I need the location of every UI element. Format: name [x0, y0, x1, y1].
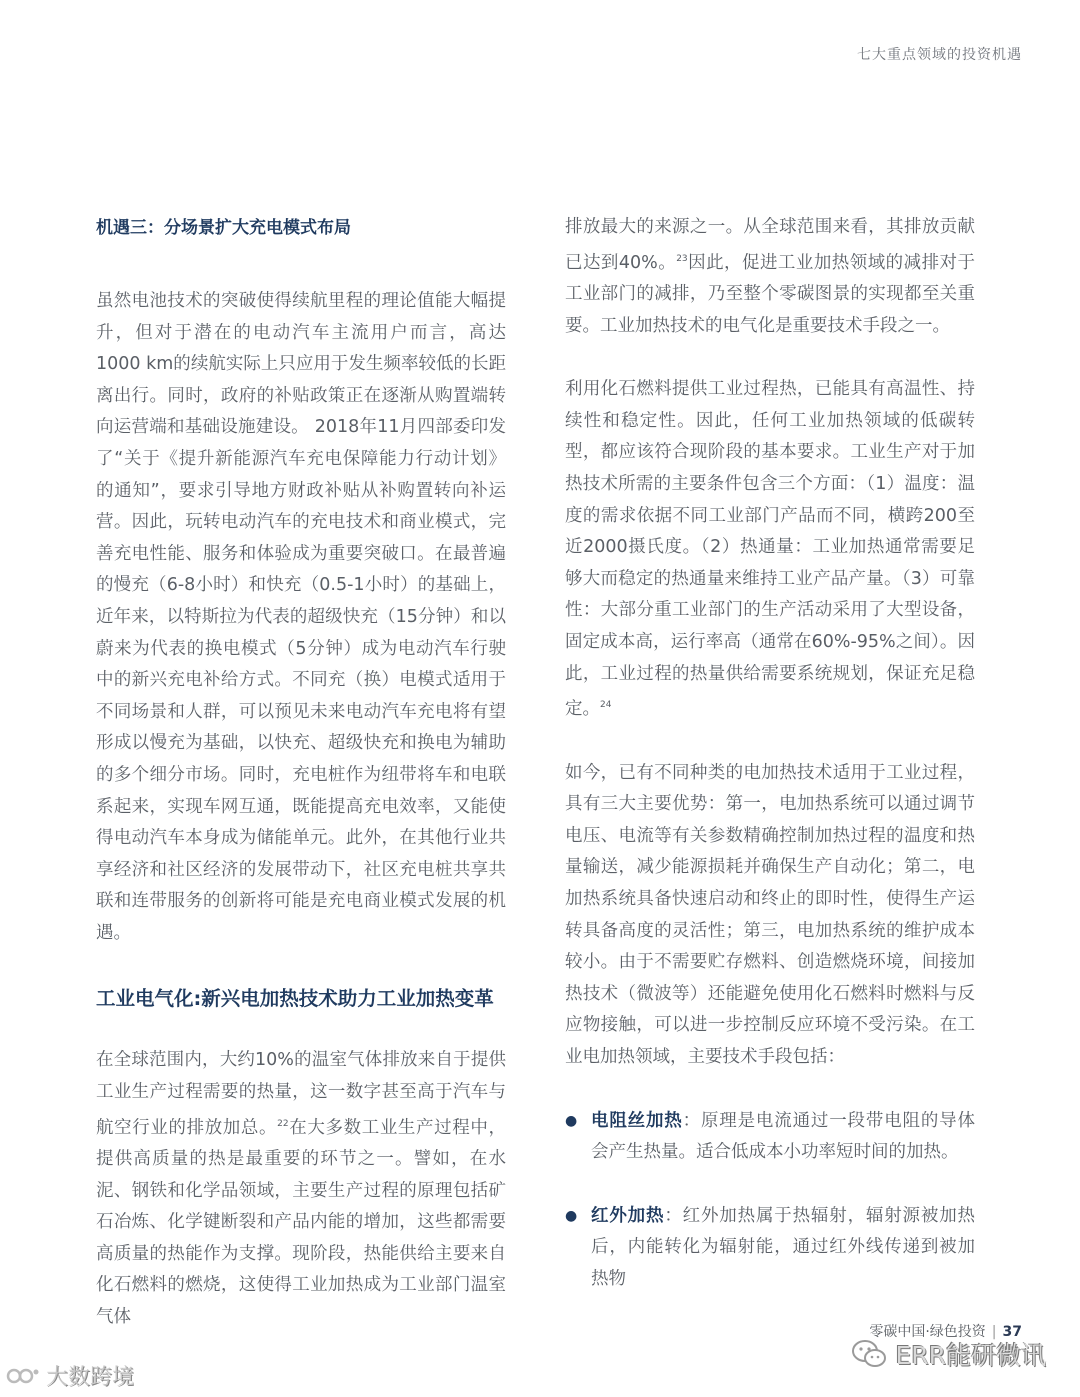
- bullet-item-infrared-heating: [565, 1201, 975, 1296]
- bullet-text: [591, 1106, 975, 1169]
- footer-brand: 零碳中国·绿色投资: [869, 1324, 986, 1340]
- watermark-left: [6, 1360, 134, 1391]
- paragraph-industrial-heat: [96, 1045, 506, 1333]
- paragraph-text: 在全球范围内，大约10%的温室气体排放来自于提供工业生产过程需要的热量，这一数字甚至高于汽车与航空行业的排放加总。: [96, 1050, 506, 1138]
- paragraph-emission-source: [565, 212, 975, 342]
- page-number: 37: [1002, 1324, 1022, 1340]
- paragraph-text: 排放最大的来源之一。从全球范围来看，其排放贡献已达到40%。: [565, 217, 975, 273]
- left-column: [96, 212, 506, 1334]
- right-column: [565, 212, 975, 1295]
- footer-separator: |: [991, 1324, 997, 1340]
- bullet-item-resistance-heating: [565, 1106, 975, 1169]
- bullet-dot-icon: ●: [565, 1112, 578, 1129]
- bullet-description: 原理是电流通过一段带电阻的导体会产生热量。适合低成本小功率短时间的加热。: [591, 1110, 976, 1163]
- watermark-right-text: ERR能研微讯: [895, 1341, 1046, 1370]
- paragraph-electric-heating-advantages: 如今，已有不同种类的电加热技术适用于工业过程，具有三大主要优势：第一，电加热系统可以通过调节电压、电流等有关参数精确控制加热过程的温度和热量输送，减少能源损耗并确保生产自动化；第二，电加热系统具备快速启动和终止的即时性，使得生产运转具备高度的灵活性；第三，电加热系统的维护成本较小。由于不需要贮存燃料、创造燃烧环境，间接加热技术（微波等）还能避免使用化石燃料时燃料与反应物接触，可以进一步控制反应环境不受污染。在工业电加热领域，主要技术手段包括：: [565, 762, 975, 1067]
- watermark-left-text: 大数跨境: [46, 1365, 135, 1390]
- paragraph-text: 因此，促进工业加热领域的减排对于工业部门的减排，乃至整个零碳图景的实现都至关重要。工业加热技术的电气化是重要技术手段之一。: [565, 252, 976, 336]
- paragraph-heat-requirements: [565, 374, 975, 725]
- paragraph-text: 在大多数工业生产过程中，提供高质量的热是最重要的环节之一。譬如，在水泥、钢铁和化学品领域，主要生产过程的原理包括矿石冶炼、化学键断裂和产品内能的增加，这些都需要高质量的热能作为支撑。现阶段，热能供给主要来自化石燃料的燃烧，这使得工业加热成为工业部门温室气体: [96, 1117, 507, 1328]
- paragraph-text: 利用化石燃料提供工业过程热，已能具有高温性、持续性和稳定性。因此，任何工业加热领域的低碳转型，都应该符合现阶段的基本要求。工业生产对于加热技术所需的主要条件包含三个方面：（1）温度：温度的需求依据不同工业部门产品而不同，横跨200至近2000摄氏度。（2）热通量：工业加热通常需要足够大而稳定的热通量来维持工业产品产量。（3）可靠性：大部分重工业部门的生产活动采用了大型设备，固定成本高，运行率高（通常在60%-95%之间）。因此，工业过程的热量供给需要系统规划，保证充足稳定。: [565, 379, 975, 719]
- wechat-icon: [851, 1339, 887, 1369]
- bullet-text: [591, 1201, 975, 1296]
- bullet-dot-icon: ●: [565, 1207, 578, 1224]
- section-title: 七大重点领域的投资机遇: [857, 47, 1022, 63]
- heading-industrial-electrification: 工业电气化:新兴电加热技术助力工业加热变革: [96, 987, 494, 1011]
- bullet-term: 电阻丝加热: [591, 1110, 683, 1131]
- footnote-ref: 22: [277, 1118, 289, 1129]
- watermark-right: [851, 1336, 1046, 1372]
- footnote-ref: 23: [676, 253, 688, 264]
- dashuju-logo-icon: [6, 1365, 40, 1387]
- heading-opportunity-three: 机遇三：分场景扩大充电模式布局: [96, 218, 351, 238]
- paragraph-charging: 虽然电池技术的突破使得续航里程的理论值能大幅提升，但对于潜在的电动汽车主流用户而言，高达1000 km的续航实际上只应用于发生频率较低的长距离出行。同时，政府的补贴政策正在逐渐从购置端转向运营端和基础设施建设。 2018年11月四部委印发了“关于《提升新能源汽车充电保障能力行动计划》的通知”，要求引导地方财政补贴从补购置转向补运营。因此，玩转电动汽车的充电技术和商业模式，完善充电性能、服务和体验成为重要突破口。在最普遍的慢充（6-8小时）和快充（0.5-1小时）的基础上，近年来，以特斯拉为代表的超级快充（15分钟）和以蔚来为代表的换电模式（5分钟）成为电动汽车行驶中的新兴充电补给方式。不同充（换）电模式适用于不同场景和人群，可以预见未来电动汽车充电将有望形成以慢充为基础，以快充、超级快充和换电为辅助的多个细分市场。同时，充电桩作为纽带将车和电联系起来，实现车网互通，既能提高充电效率，又能使得电动汽车本身成为储能单元。此外，在其他行业共享经济和社区经济的发展带动下，社区充电桩共享共联和连带服务的创新将可能是充电商业模式发展的机遇。: [96, 291, 506, 943]
- footnote-ref: 24: [600, 700, 612, 711]
- bullet-description: 红外加热属于热辐射，辐射源被加热后，内能转化为辐射能，通过红外线传递到被加热物: [591, 1205, 976, 1289]
- bullet-term: 红外加热: [591, 1205, 665, 1226]
- bullet-colon: ：: [664, 1205, 683, 1226]
- bullet-colon: ：: [682, 1110, 701, 1131]
